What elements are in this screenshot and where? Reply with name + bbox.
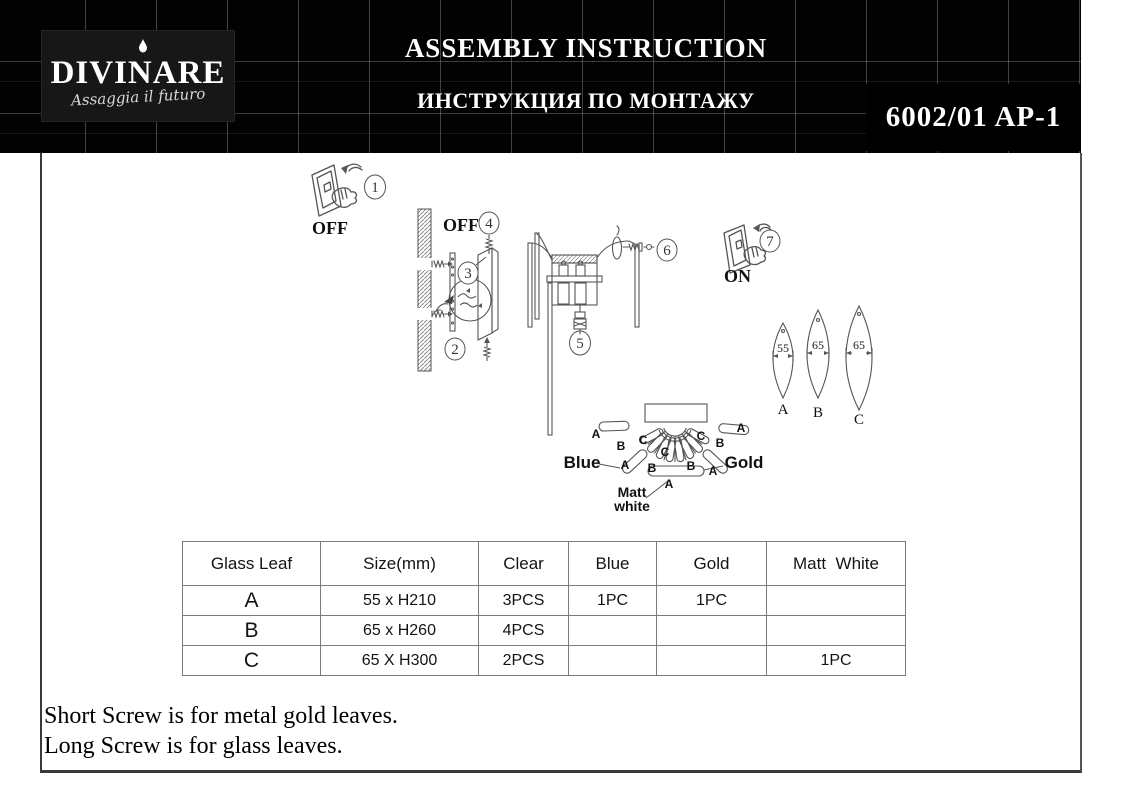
lamp-socket [558,283,569,304]
leaf-a-shape [773,323,793,398]
cell-gold [657,646,767,676]
candle-tube [635,245,639,327]
decor-disc [613,237,622,259]
cell-gold: 1PC [657,586,767,616]
leaf-c-shape [846,306,872,410]
cell-leaf: A [183,586,321,616]
cell-matt-white [767,616,906,646]
switch-state-label: OFF [443,215,479,235]
candle-flame-icon [138,39,148,53]
cell-leaf: B [183,616,321,646]
step-number: 6 [663,243,671,259]
table-header-row [183,542,906,586]
fan-letter: A [708,464,718,478]
col-header-size: Size(mm) [321,542,479,586]
cell-matt-white [767,586,906,616]
note-short-screw: Short Screw is for metal gold leaves. [44,703,398,729]
gold-color-label: Gold [724,453,764,472]
switch-state-label: ON [724,266,751,286]
note-long-screw: Long Screw is for glass leaves. [44,733,343,759]
col-header-blue: Blue [569,542,657,586]
step-number: 7 [766,234,774,250]
matt-white-label-line2: white [614,498,650,514]
leaf-c-label: C [853,412,865,428]
blue-color-label: Blue [563,453,601,472]
leaf-a-label: A [777,402,789,418]
title-english: ASSEMBLY INSTRUCTION [404,33,768,63]
step7-switch-on-diagram [712,220,807,286]
col-header-gold: Gold [657,542,767,586]
fan-letter: A [620,458,630,472]
cell-clear: 2PCS [479,646,569,676]
fan-letter: C [696,429,706,443]
fan-letter: A [736,421,746,435]
brand-tagline: Assaggia il futuro [70,83,206,110]
fan-letter: B [647,461,657,475]
model-number: 6002/01 AP-1 [866,84,1081,151]
screw-notes [44,701,398,761]
header-band [0,0,1081,153]
cell-size: 65 x H260 [321,616,479,646]
document-titles [340,0,832,153]
wall-section [418,209,431,371]
leaf-c-width: 65 [853,338,865,352]
glass-leaf-parts-table [182,541,906,676]
step-number: 2 [451,342,459,358]
rotate-arrow-icon [753,224,760,232]
fan-letter: C [638,433,648,447]
leaf-b-width: 65 [812,338,824,352]
brand-logo [42,31,234,121]
candle-tube [535,233,539,319]
table-row [183,646,906,676]
cell-blue: 1PC [569,586,657,616]
fan-letter: B [616,439,626,453]
cell-gold [657,616,767,646]
col-header-clear: Clear [479,542,569,586]
cell-blue [569,646,657,676]
leaf-b-label: B [812,405,824,421]
cell-clear: 4PCS [479,616,569,646]
col-header-matt-white: Matt White [767,542,906,586]
cell-matt-white: 1PC [767,646,906,676]
cell-leaf: C [183,646,321,676]
candle-tube [528,243,532,327]
fan-letter: B [715,436,725,450]
switch-state-label: OFF [312,218,348,238]
fan-letter: A [591,427,601,441]
cell-blue [569,616,657,646]
rotate-arrow-icon [341,165,348,174]
table-row [183,616,906,646]
hanging-rod [548,283,552,435]
title-russian: ИНСТРУКЦИЯ ПО МОНТАЖУ [417,88,755,113]
leaf-a-width: 55 [777,341,789,355]
step-number: 1 [371,180,379,196]
fan-letter: C [660,445,670,459]
brand-name: DIVINARE [50,54,226,91]
matt-white-leaf [648,466,704,476]
mounting-plate [645,404,707,422]
step-number: 3 [464,266,472,282]
leaf-placement-fan-diagram [558,394,782,522]
fan-letter: B [686,459,696,473]
cell-size: 65 X H300 [321,646,479,676]
outer-leaf [599,421,629,431]
cell-size: 55 x H210 [321,586,479,616]
table-row [183,586,906,616]
step-number: 5 [576,336,584,352]
col-header-glass-leaf: Glass Leaf [183,542,321,586]
lamp-socket [575,283,586,304]
step-number: 4 [485,216,493,232]
step1-switch-off-diagram [298,160,398,238]
cell-clear: 3PCS [479,586,569,616]
fan-letter: A [664,477,674,491]
matt-white-label-line1: Matt [617,484,647,500]
